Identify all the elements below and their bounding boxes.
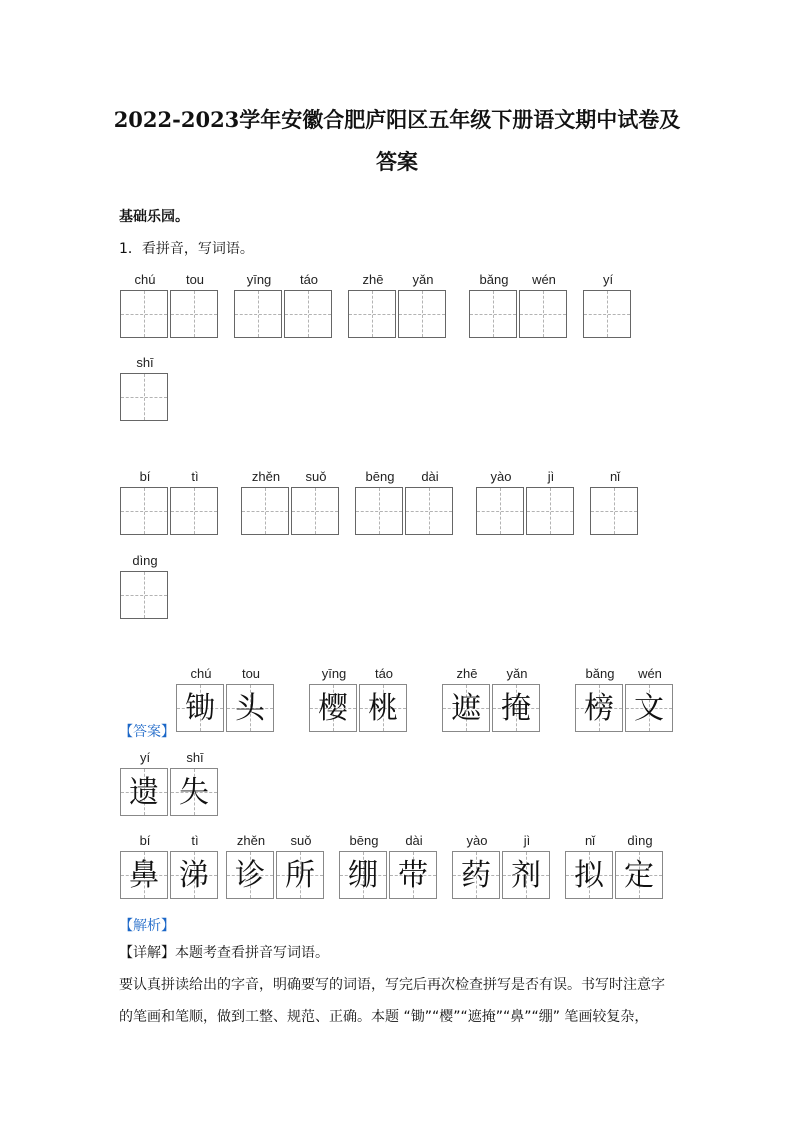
answer-label: 【答案】 bbox=[119, 724, 175, 740]
answer-box bbox=[309, 684, 357, 732]
pinyin-label: wén bbox=[532, 272, 556, 287]
pinyin-label: yīng bbox=[246, 272, 272, 287]
pinyin-label: bí bbox=[139, 469, 151, 484]
writing-box[interactable] bbox=[241, 487, 289, 535]
pinyin-label: zhěn bbox=[236, 833, 266, 848]
writing-box[interactable] bbox=[405, 487, 453, 535]
pinyin-label: suǒ bbox=[290, 833, 312, 848]
pinyin-label: yí bbox=[602, 272, 614, 287]
answer-character: 鼻 bbox=[129, 858, 159, 893]
writing-box[interactable] bbox=[170, 487, 218, 535]
answer-character: 诊 bbox=[235, 858, 265, 893]
answer-character: 涕 bbox=[179, 858, 209, 893]
answer-box bbox=[226, 851, 274, 899]
writing-box[interactable] bbox=[120, 373, 168, 421]
answer-character: 失 bbox=[179, 775, 209, 810]
answer-box bbox=[176, 684, 224, 732]
answer-character: 榜 bbox=[584, 691, 614, 726]
pinyin-label: wén bbox=[638, 666, 662, 681]
answer-box bbox=[359, 684, 407, 732]
writing-box[interactable] bbox=[583, 290, 631, 338]
answer-character: 拟 bbox=[574, 858, 604, 893]
question-prompt: 1．看拼音，写词语。 bbox=[119, 241, 254, 257]
pinyin-label: yí bbox=[139, 750, 151, 765]
answer-box bbox=[625, 684, 673, 732]
pinyin-label: tì bbox=[191, 469, 199, 484]
pinyin-label: dìng bbox=[627, 833, 653, 848]
answer-box bbox=[442, 684, 490, 732]
section-title: 基础乐园。 bbox=[119, 209, 189, 225]
answer-box bbox=[120, 768, 168, 816]
pinyin-label: shī bbox=[186, 750, 204, 765]
answer-box bbox=[226, 684, 274, 732]
answer-box bbox=[502, 851, 550, 899]
pinyin-label: shī bbox=[136, 355, 154, 370]
answer-character: 遗 bbox=[129, 775, 159, 810]
pinyin-label: yǎn bbox=[412, 272, 434, 287]
writing-box[interactable] bbox=[291, 487, 339, 535]
writing-box[interactable] bbox=[476, 487, 524, 535]
writing-box[interactable] bbox=[120, 290, 168, 338]
writing-box[interactable] bbox=[120, 487, 168, 535]
writing-box[interactable] bbox=[284, 290, 332, 338]
pinyin-label: nǐ bbox=[584, 833, 596, 848]
answer-box bbox=[565, 851, 613, 899]
writing-box[interactable] bbox=[120, 571, 168, 619]
pinyin-label: táo bbox=[374, 666, 394, 681]
answer-box bbox=[492, 684, 540, 732]
answer-character: 锄 bbox=[185, 691, 215, 726]
explanation-line-2: 的笔画和笔顺，做到工整、规范、正确。本题 “锄”“樱”“遮掩”“鼻”“绷” 笔画较复杂， bbox=[119, 1009, 649, 1025]
answer-box bbox=[170, 851, 218, 899]
pinyin-label: tou bbox=[185, 272, 205, 287]
answer-box bbox=[339, 851, 387, 899]
pinyin-label: nǐ bbox=[609, 469, 621, 484]
answer-character: 遮 bbox=[451, 691, 481, 726]
answer-box bbox=[452, 851, 500, 899]
writing-box[interactable] bbox=[348, 290, 396, 338]
pinyin-label: bǎng bbox=[585, 666, 615, 681]
detail-text: 【详解】本题考查看拼音写词语。 bbox=[119, 945, 329, 961]
answer-character: 药 bbox=[461, 858, 491, 893]
pinyin-label: bēng bbox=[349, 833, 379, 848]
writing-box[interactable] bbox=[398, 290, 446, 338]
pinyin-label: zhěn bbox=[251, 469, 281, 484]
pinyin-label: yīng bbox=[321, 666, 347, 681]
pinyin-label: bǎng bbox=[479, 272, 509, 287]
answer-box bbox=[575, 684, 623, 732]
pinyin-label: suǒ bbox=[305, 469, 327, 484]
answer-box bbox=[276, 851, 324, 899]
pinyin-label: yào bbox=[490, 469, 512, 484]
document-title-line-2: 答案 bbox=[376, 149, 418, 174]
answer-character: 剂 bbox=[511, 858, 541, 893]
answer-box bbox=[615, 851, 663, 899]
answer-box bbox=[389, 851, 437, 899]
answer-character: 桃 bbox=[368, 691, 398, 726]
pinyin-label: zhē bbox=[456, 666, 478, 681]
answer-character: 文 bbox=[634, 691, 664, 726]
pinyin-label: jì bbox=[547, 469, 555, 484]
writing-box[interactable] bbox=[526, 487, 574, 535]
pinyin-label: chú bbox=[134, 272, 156, 287]
answer-box bbox=[120, 851, 168, 899]
pinyin-label: jì bbox=[523, 833, 531, 848]
answer-character: 头 bbox=[235, 691, 265, 726]
writing-box[interactable] bbox=[170, 290, 218, 338]
answer-character: 所 bbox=[285, 858, 315, 893]
answer-character: 樱 bbox=[318, 691, 348, 726]
writing-box[interactable] bbox=[355, 487, 403, 535]
pinyin-label: tou bbox=[241, 666, 261, 681]
pinyin-label: yǎn bbox=[506, 666, 528, 681]
pinyin-label: dìng bbox=[132, 553, 158, 568]
pinyin-label: yào bbox=[466, 833, 488, 848]
explanation-line-1: 要认真拼读给出的字音，明确要写的词语，写完后再次检查拼写是否有误。书写时注意字 bbox=[119, 977, 665, 993]
pinyin-label: dài bbox=[421, 469, 439, 484]
document-title-line-1: 2022-2023学年安徽合肥庐阳区五年级下册语文期中试卷及 bbox=[113, 107, 681, 132]
answer-character: 绷 bbox=[348, 858, 378, 893]
pinyin-label: bēng bbox=[365, 469, 395, 484]
answer-box bbox=[170, 768, 218, 816]
pinyin-label: zhē bbox=[362, 272, 384, 287]
answer-character: 定 bbox=[624, 858, 654, 893]
pinyin-label: bí bbox=[139, 833, 151, 848]
writing-box[interactable] bbox=[469, 290, 517, 338]
pinyin-label: tì bbox=[191, 833, 199, 848]
pinyin-label: chú bbox=[190, 666, 212, 681]
writing-box[interactable] bbox=[519, 290, 567, 338]
answer-character: 掩 bbox=[501, 691, 531, 726]
answer-character: 带 bbox=[398, 858, 428, 893]
writing-box[interactable] bbox=[590, 487, 638, 535]
analysis-label: 【解析】 bbox=[119, 918, 175, 934]
writing-box[interactable] bbox=[234, 290, 282, 338]
pinyin-label: dài bbox=[405, 833, 423, 848]
pinyin-label: táo bbox=[299, 272, 319, 287]
